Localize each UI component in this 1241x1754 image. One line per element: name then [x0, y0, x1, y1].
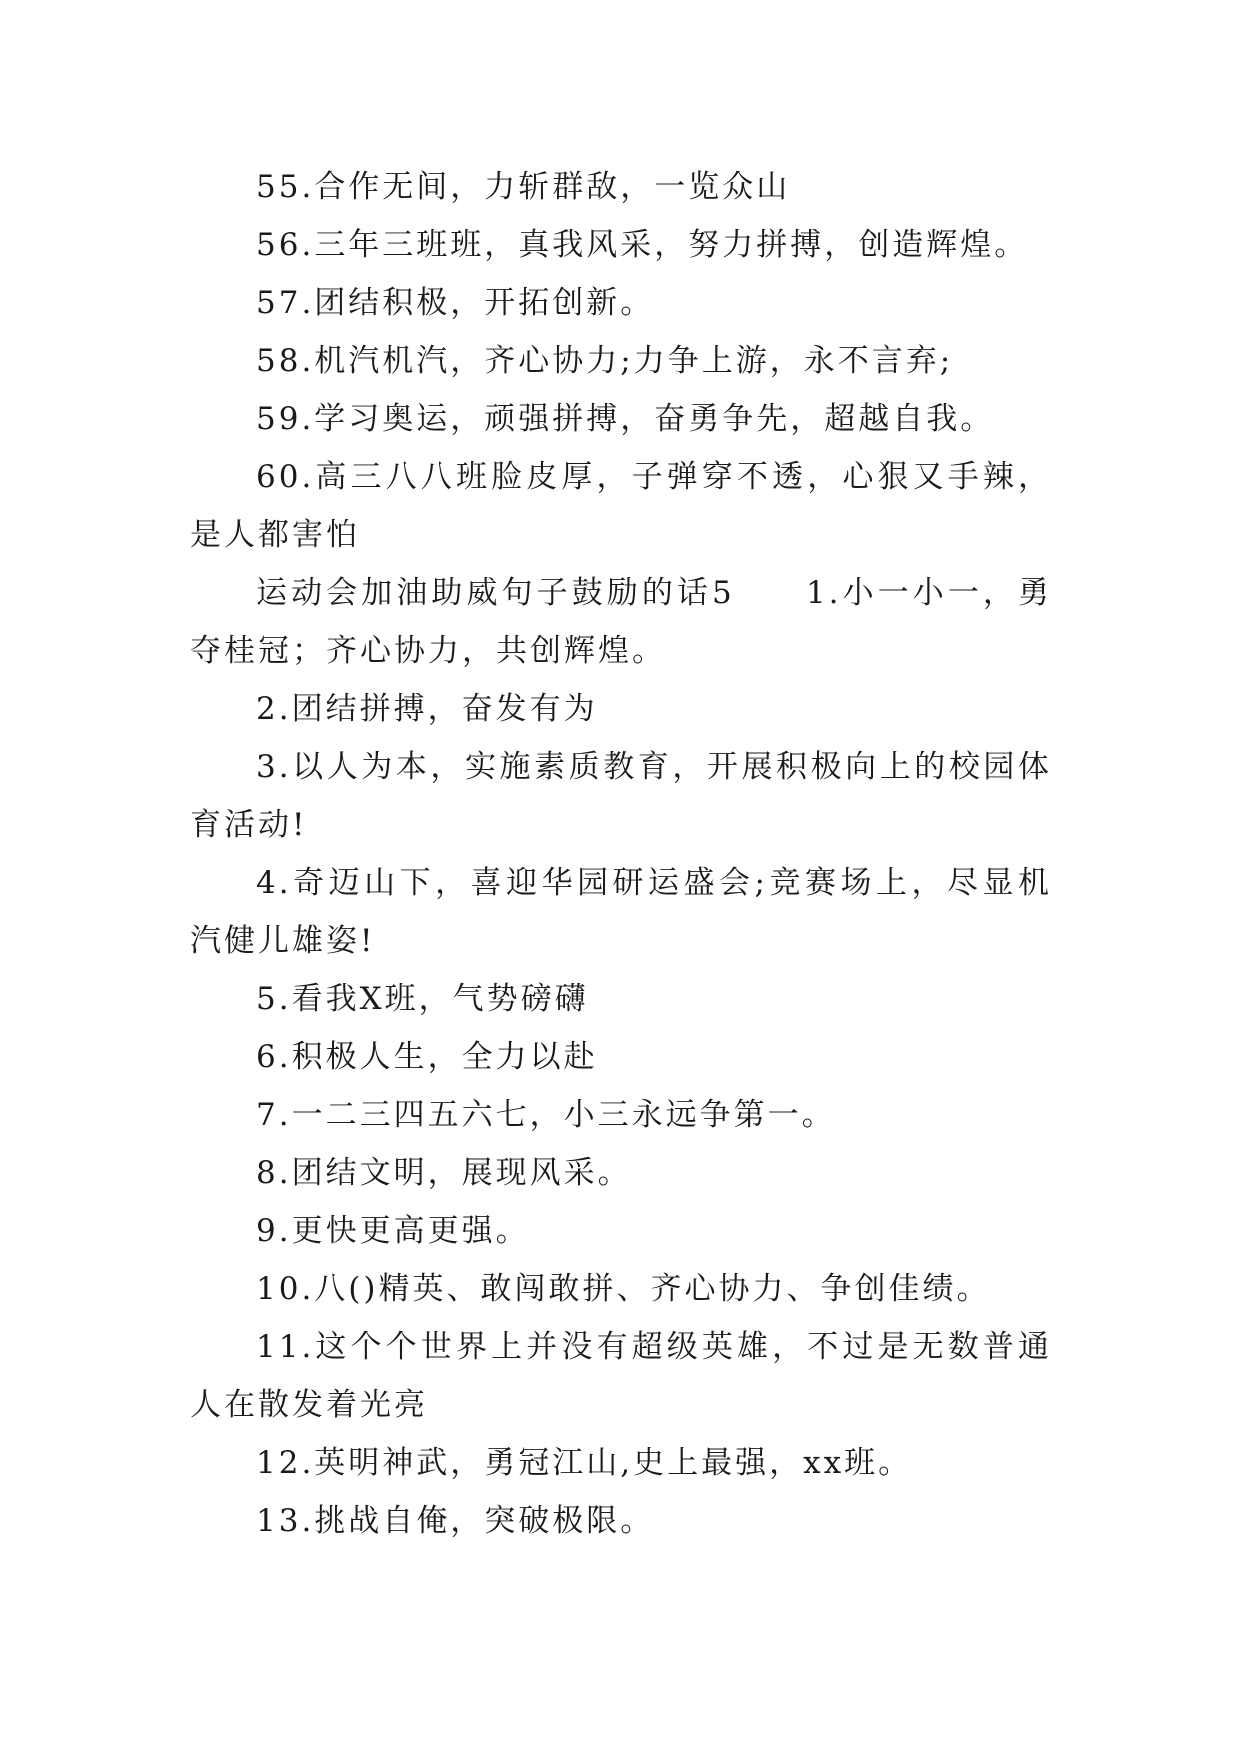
- paragraph-3: 3.以人为本，实施素质教育，开展积极向上的校园体育活动!: [190, 749, 1052, 843]
- paragraph-11: 11.这个个世界上并没有超级英雄，不过是无数普通人在散发着光亮: [190, 1329, 1052, 1423]
- paragraph-10: 10.八()精英、敢闯敢拼、齐心协力、争创佳绩。: [256, 1271, 991, 1307]
- section-heading-paragraph: 运动会加油助威句子鼓励的话5 1.小一小一，勇夺桂冠；齐心协力，共创辉煌。: [190, 575, 1052, 669]
- paragraph-12: 12.英明神武，勇冠江山,史上最强，xx班。: [256, 1445, 913, 1481]
- paragraph-2: 2.团结拼搏，奋发有为: [256, 691, 598, 727]
- paragraph-56: 56.三年三班班，真我风采，努力拼搏，创造辉煌。: [256, 227, 1029, 263]
- paragraph-6: 6.积极人生，全力以赴: [256, 1039, 598, 1075]
- paragraph-4: 4.奇迈山下，喜迎华园研运盛会;竞赛场上，尽显机汽健儿雄姿!: [190, 865, 1052, 959]
- paragraph-58: 58.机汽机汽，齐心协力;力争上游，永不言弃;: [256, 343, 954, 379]
- paragraph-55: 55.合作无间，力斩群敌，一览众山: [256, 169, 791, 205]
- document-body: [190, 158, 1052, 1550]
- paragraph-60: 60.高三八八班脸皮厚，子弹穿不透，心狠又手辣，是人都害怕: [190, 459, 1052, 553]
- paragraph-59: 59.学习奥运，顽强拼搏，奋勇争先，超越自我。: [256, 401, 995, 437]
- paragraph-7: 7.一二三四五六七，小三永远争第一。: [256, 1097, 836, 1133]
- paragraph-13: 13.挑战自俺，突破极限。: [256, 1503, 655, 1539]
- paragraph-57: 57.团结积极，开拓创新。: [256, 285, 655, 321]
- paragraph-9: 9.更快更高更强。: [256, 1213, 530, 1249]
- paragraph-5: 5.看我X班，气势磅礴: [256, 981, 589, 1017]
- paragraph-8: 8.团结文明，展现风采。: [256, 1155, 632, 1191]
